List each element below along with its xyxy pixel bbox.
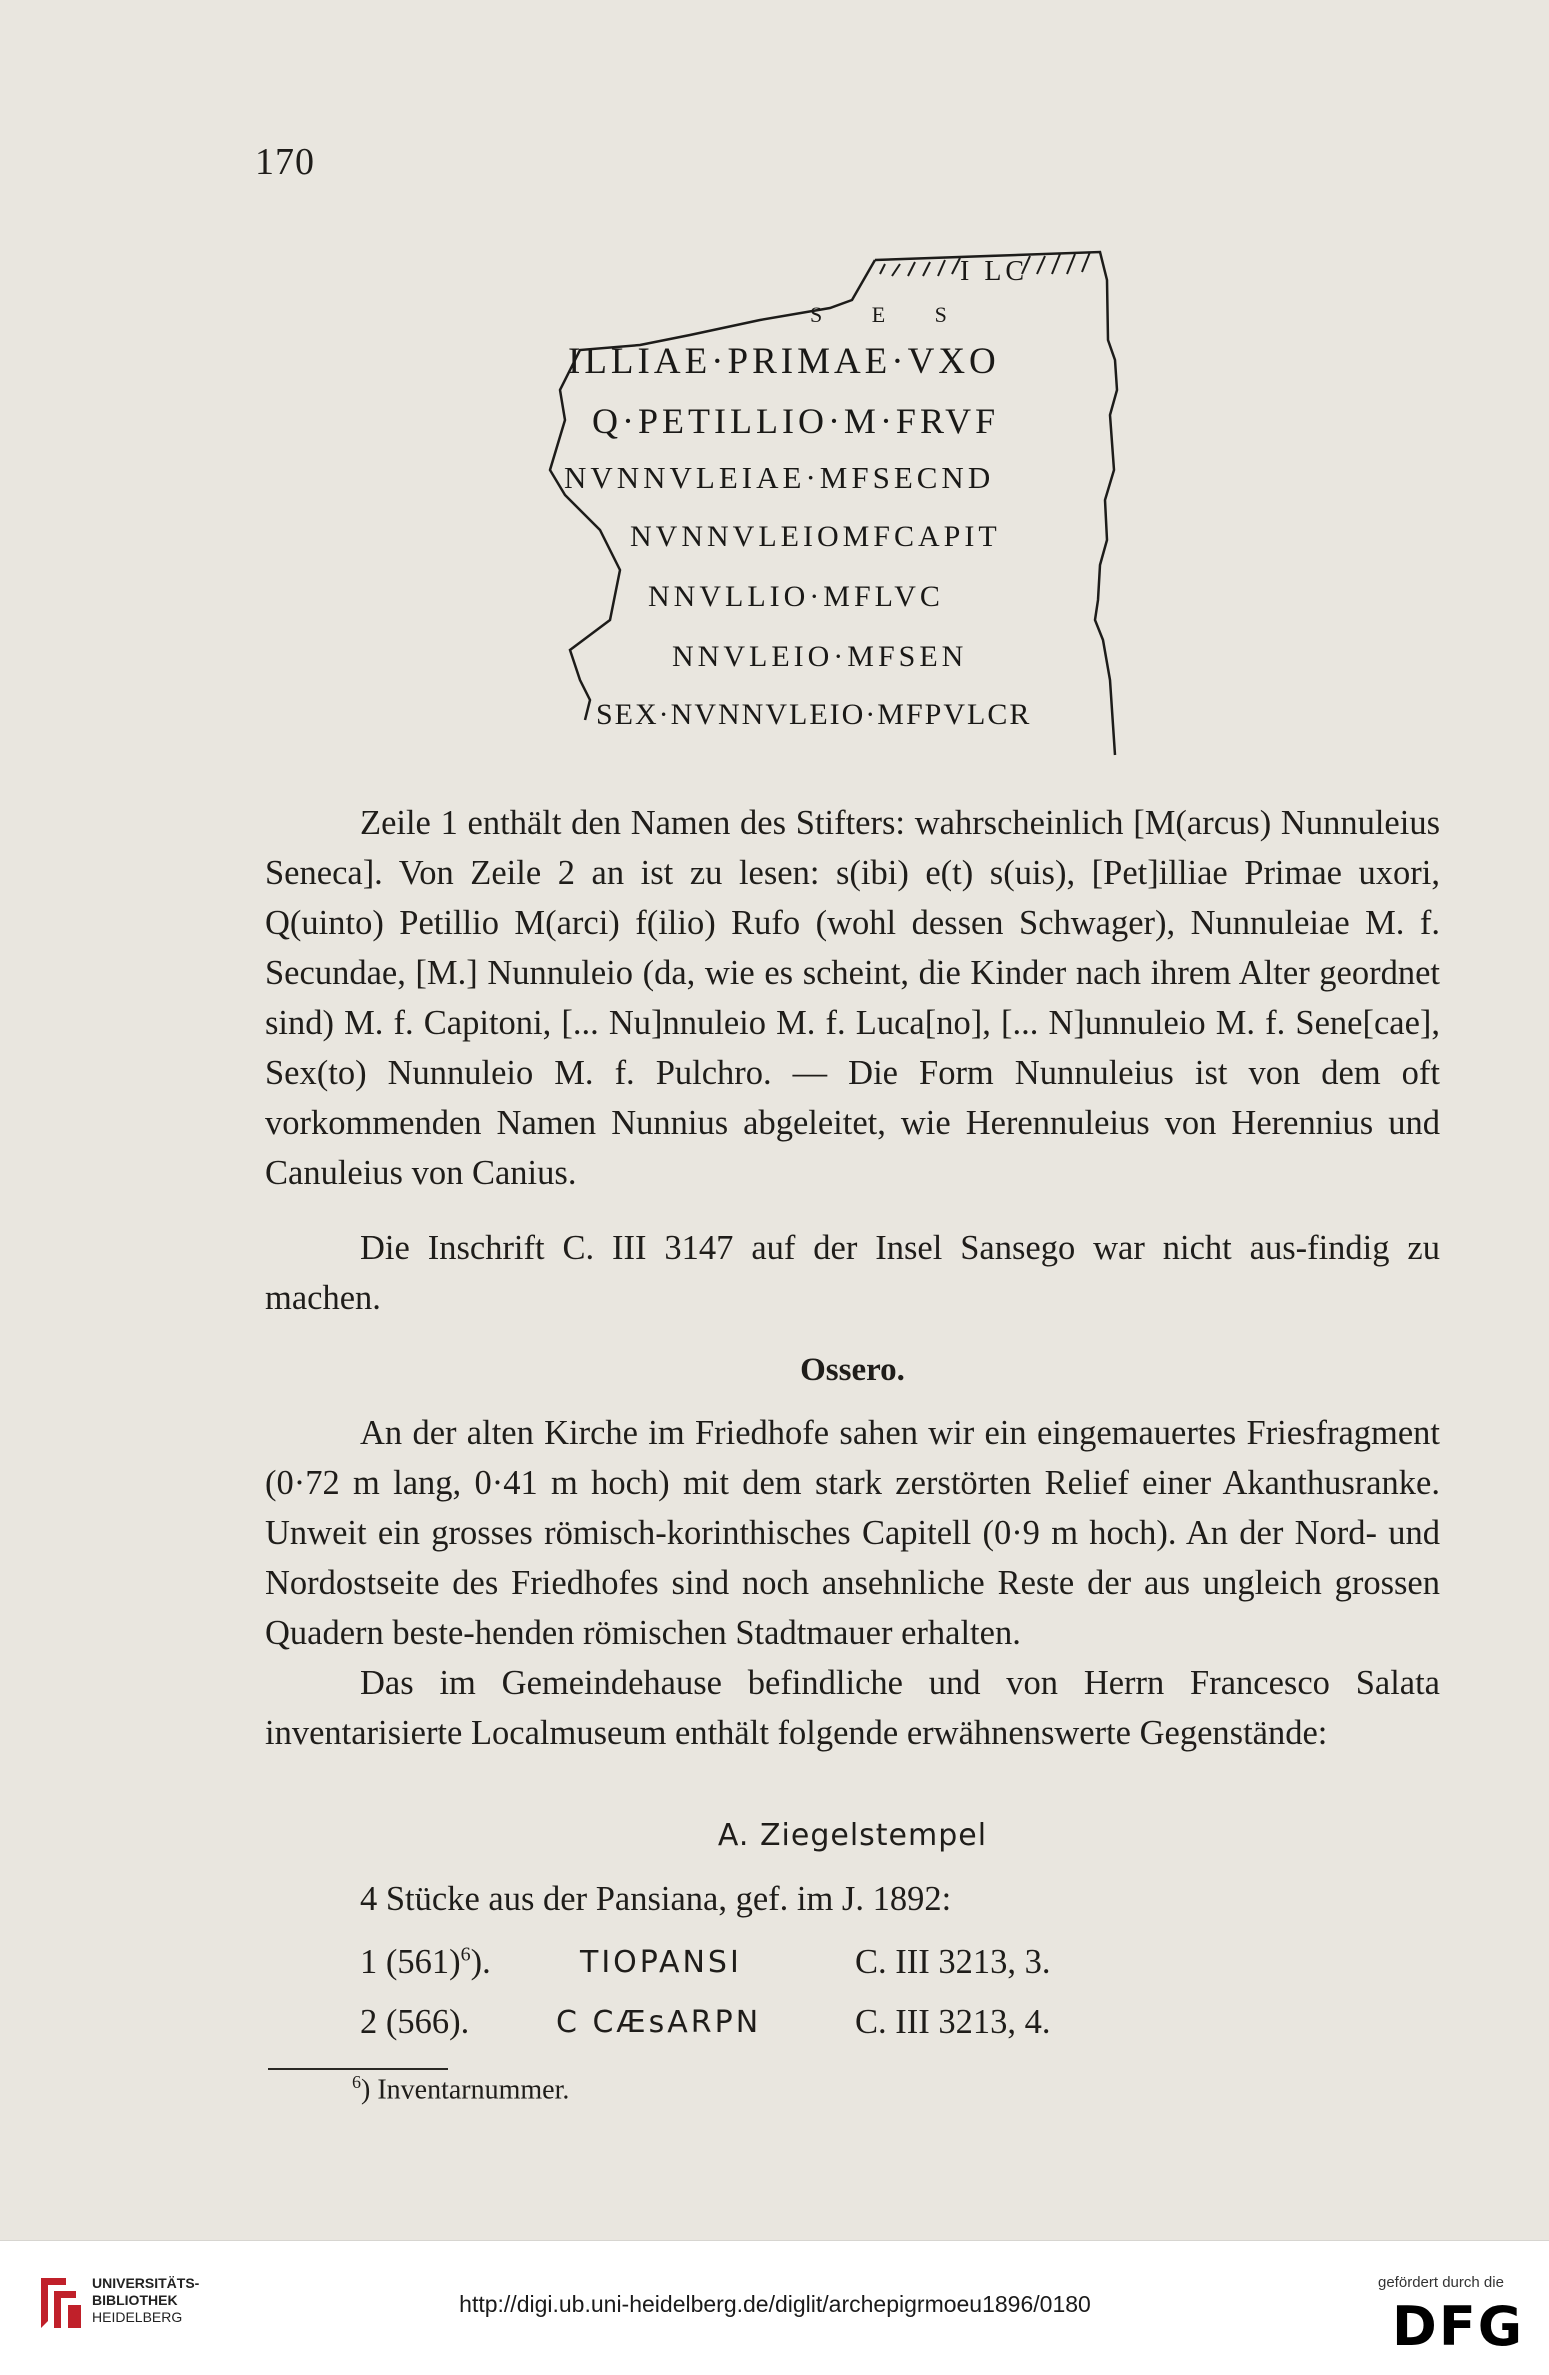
- library-name: UNIVERSITÄTS- BIBLIOTHEK HEIDELBERG: [92, 2275, 200, 2325]
- list-intro: 4 Stücke aus der Pansiana, gef. im J. 1892:: [360, 1880, 952, 1918]
- inscription-drawing: [540, 240, 1140, 760]
- footnote-text: Inventarnummer.: [377, 2074, 570, 2106]
- stamp-text: C CÆsARPN: [556, 2005, 762, 2040]
- footnote-marker: 6: [352, 2072, 361, 2092]
- commentary-text: [265, 798, 1440, 1323]
- inscription-line-5: NVNNVLEIAE·MFSECND: [564, 460, 995, 495]
- section-heading: Ossero.: [800, 1352, 905, 1388]
- ossero-text: [265, 1408, 1440, 1758]
- inscription-line-8: NNVLEIO·MFSEN: [672, 640, 968, 673]
- stamp-number: 2 (566).: [360, 2003, 470, 2041]
- paragraph: Die Inschrift C. III 3147 auf der Insel Sansego war nicht aus-findig zu machen.: [265, 1229, 1440, 1317]
- library-logo-icon: [36, 2273, 86, 2333]
- inscription-line-6: NVNNVLEIOMFCAPIT: [630, 520, 1001, 553]
- page-number: 170: [255, 141, 315, 183]
- dfg-logo: DFG: [1392, 2295, 1525, 2358]
- sub-heading: A. Ziegelstempel: [717, 1818, 988, 1853]
- stamp-reference: C. III 3213, 3.: [855, 1943, 1051, 1981]
- footnote: $^6$) Inventarnummer.: [352, 2072, 570, 2106]
- inscription-line-4: Q·PETILLIO·M·FRVF: [592, 401, 1000, 441]
- paragraph: Das im Gemeindehause befindliche und von Herrn Francesco Salata inventarisierte Localmuseum enthält folgende erwähnenswerte Gegenstände:: [265, 1664, 1440, 1752]
- stamp-reference: C. III 3213, 4.: [855, 2003, 1051, 2041]
- footnote-divider: [268, 2068, 448, 2070]
- paragraph: Zeile 1 enthält den Namen des Stifters: wahrscheinlich [M(arcus) Nunnuleius Seneca]. Von Zeile 2 an ist zu lesen: s(ibi) e(t) s(uis), [Pet]illiae Primae uxori, Q(uinto) Petillio M(arci) f(ilio) Rufo (wohl dessen Schwager), Nunnuleiae M. f. Secundae, [M.] Nunnuleio (da, wie es scheint, die Kinder nach ihrem Alter geordnet sind) M. f. Capitoni, [... Nu]nnuleio M. f. Luca[no], [... N]unnuleio M. f. Sene[cae], Sex(to) Nunnuleio M. f. Pulchro. — Die Form Nunnuleius ist von dem oft vorkommenden Namen Nunnius abgeleitet, wie Herennuleius von Herennius und Canuleius von Canius.: [265, 804, 1440, 1192]
- paragraph: An der alten Kirche im Friedhofe sahen wir ein eingemauertes Friesfragment (0·72 m lang, 0·41 m hoch) mit dem stark zerstörten Relief einer Akanthusranke. Unweit ein grosses römisch-korinthisches Capitell (0·9 m hoch). An der Nord- und Nordostseite des Friedhofes sind noch ansehnliche Reste der aus ungleich grossen Quadern beste-henden römischen Stadtmauer erhalten.: [265, 1414, 1440, 1652]
- stamp-text: TIOPANSI: [580, 1945, 742, 1980]
- footer-bar: [0, 2240, 1549, 2375]
- inscription-line-9: SEX·NVNNVLEIO·MFPVLCR: [596, 698, 1032, 731]
- source-url-link[interactable]: http://digi.ub.uni-heidelberg.de/diglit/archepigrmoeu1896/0180: [459, 2291, 1091, 2317]
- inscription-line-1: I LC: [960, 256, 1029, 287]
- stamp-number: 1 $(561)^6$).: [360, 1943, 491, 1981]
- inscription-line-3: ILLIAE·PRIMAE·VXO: [568, 341, 1000, 382]
- inscription-line-7: NNVLLIO·MFLVC: [648, 580, 944, 613]
- footnote-marker: 6: [460, 1943, 471, 1966]
- funded-by-label: gefördert durch die: [1378, 2274, 1504, 2291]
- inscription-line-2: S E S: [810, 302, 969, 327]
